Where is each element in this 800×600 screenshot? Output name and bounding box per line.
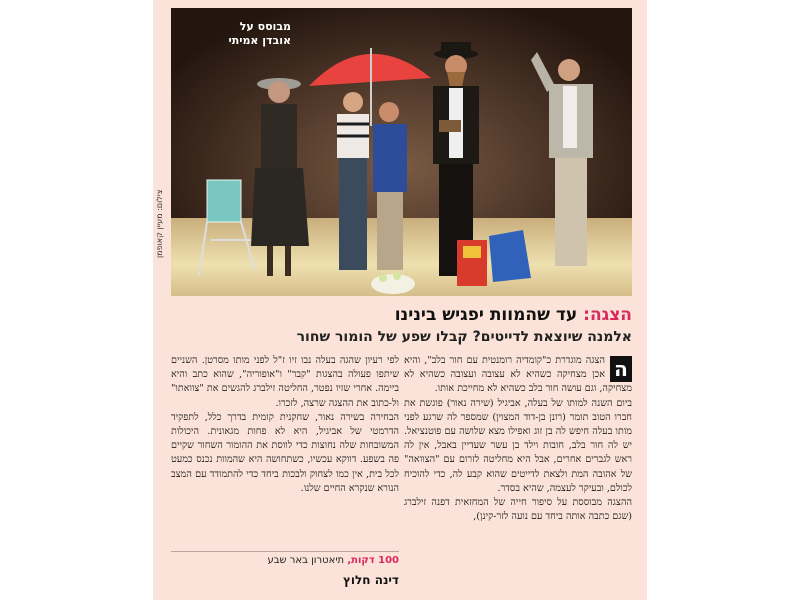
show-info [171,554,399,568]
stage-photo [171,8,632,296]
paragraph: ההצגה מבוססת על סיפור חייה של המחזאית דפנה זילברג (שגם כתבה אותה ביחד עם נועה לזר-קינן), [404,497,632,523]
drop-cap: ה [610,356,632,382]
actor-girl [337,92,369,270]
photo-overlay-caption [181,20,291,48]
photo-credit-area [153,8,169,296]
headline-kicker: הצגה: [583,305,632,325]
photo-credit: צילום: מעיין קאופמן [155,189,164,258]
paragraph: הצגה מוגדרת כ"קומדיה רומנטית עם חור בלב", והיא אכן מצחיקה כשהיא לא עצובה ועצובה כשהיא לא מצחיקה, וגם עושה חור בלב כשהיא לא מחייכת אותו. [404,355,632,395]
paragraph: הבחירה בשירה נאור, שחקנית קומית בדרך כלל, לתפקיד הדרמטי של אביגיל, היא לא פחות מגאונית. היכולות המשובחות שלה נחוצות כדי לווסת את ההומור השחור שקיים פה בשפע. דווקא עכשיו, כשתחושה היא שהמוות נכנס כמעט לכל בית, אין כמו לצחוק ולבכות ביחד כדי להתמודד עם המצב הנורא שנקרא החיים שלנו. [171,411,399,494]
author-byline: דינה חלוץ [342,573,399,587]
article-column-left [171,354,399,496]
show-duration: 100 דקות, [347,555,399,566]
paragraph: ביום השנה למותו של בעלה, אביגיל (שירה נאור) פוגשת את חברו הטוב תומר (רונן בן-דוד המצוין) שמספר לה שרגע לפני מותו בעלה חיפש לה בן זוג ואפילו מצא שלושה עם פוטנציאל. יש לה חור בלב, חובות וילד בן עשר שעדיין באבל, אין לה ראש לגברים אחרים, אבל היא מחליטה לזרום עם "הצוואה" של אהובה המת ולצאת לדייטים שהוא קבע לה, כדי להוכיח לכולם, ובעיקר לעצמה, שהיא בסדר. [404,397,632,494]
subtitle: אלמנה שיוצאת לדייטים? קבלו שפע של הומור שחור [296,329,632,345]
divider [171,551,399,552]
overlay-line-2: אובדן אמיתי [228,34,291,47]
headline-title: עד שהמוות יפגיש בינינו [394,305,578,325]
headline [171,304,632,326]
actor-boy [373,102,407,270]
article-column-right [404,354,632,524]
stage-scene [171,8,632,296]
show-venue: תיאטרון באר שבע [267,555,345,566]
overlay-line-1: מבוסס על [239,20,291,33]
article-page [153,0,647,600]
paragraph: לפי רעיון שהגה בעלה נבו זיו ז"ל לפני מותו מסרטן. השניים שיתפו פעולה בהצגות "קבר" ו"אופוריה", שהוא כתב והיא ביימה. אחרי שזיו נפטר, החליטה זילברג להגשים את "צוואתו" ול-כתוב את ההצגה שרצה, לזכרו. [171,355,399,409]
